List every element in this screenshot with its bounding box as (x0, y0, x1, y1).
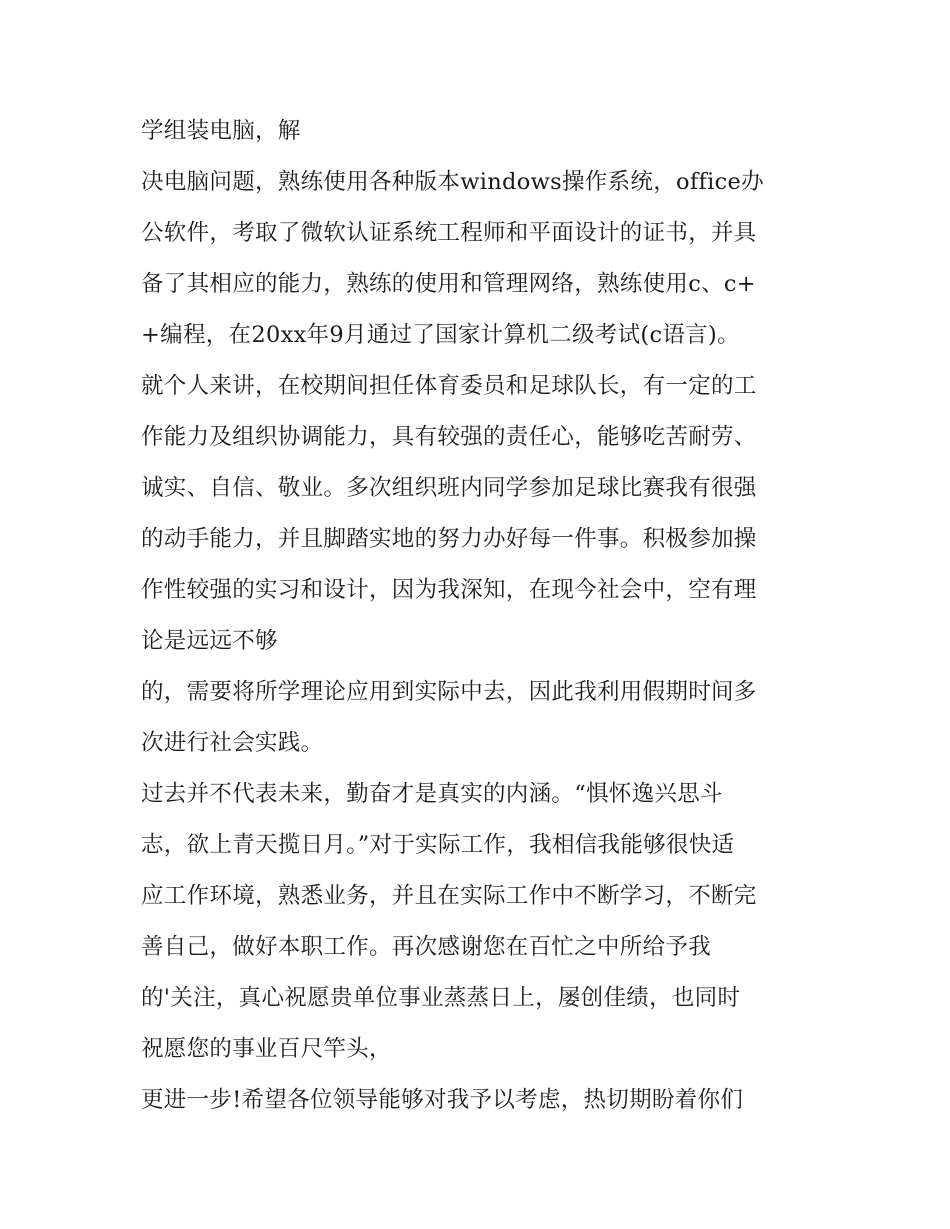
text-line-3: 公软件，考取了微软认证系统工程师和平面设计的证书，并具 (141, 220, 757, 246)
text-line-10: 作性较强的实习和设计，因为我深知，在现今社会中，空有理 (141, 577, 757, 603)
text-line-11: 论是远远不够 (141, 628, 278, 654)
text-line-13: 次进行社会实践。 (141, 730, 324, 756)
text-line-19: 祝愿您的事业百尺竿头， (141, 1036, 392, 1062)
text-line-16: 应工作环境，熟悉业务，并且在实际工作中不断学习，不断完 (141, 883, 757, 909)
text-line-14: 过去并不代表未来，勤奋才是真实的内涵。“惧怀逸兴思斗 (141, 781, 723, 807)
text-line-8: 诚实、自信、敬业。多次组织班内同学参加足球比赛我有很强 (141, 475, 757, 501)
text-line-5: +编程，在20xx年9月通过了国家计算机二级考试(c语言)。 (141, 322, 740, 348)
text-line-7: 作能力及组织协调能力，具有较强的责任心，能够吃苦耐劳、 (141, 424, 757, 450)
document-body (141, 106, 821, 1126)
text-line-1: 学组装电脑，解 (141, 118, 301, 144)
text-line-15: 志，欲上青天揽日月。”对于实际工作，我相信我能够很快适 (141, 832, 735, 858)
text-line-18: 的'关注，真心祝愿贵单位事业蒸蒸日上，屡创佳绩，也同时 (141, 985, 741, 1011)
text-line-4: 备了其相应的能力，熟练的使用和管理网络，熟练使用c、c+ (141, 271, 756, 297)
text-line-9: 的动手能力，并且脚踏实地的努力办好每一件事。积极参加操 (141, 526, 757, 552)
text-line-20: 更进一步!希望各位领导能够对我予以考虑，热切期盼着你们 (141, 1087, 744, 1113)
text-line-12: 的，需要将所学理论应用到实际中去，因此我利用假期时间多 (141, 679, 757, 705)
text-line-17: 善自己，做好本职工作。再次感谢您在百忙之中所给予我 (141, 934, 712, 960)
text-line-2: 决电脑问题，熟练使用各种版本windows操作系统，office办 (141, 169, 764, 195)
text-line-6: 就个人来讲，在校期间担任体育委员和足球队长，有一定的工 (141, 373, 757, 399)
